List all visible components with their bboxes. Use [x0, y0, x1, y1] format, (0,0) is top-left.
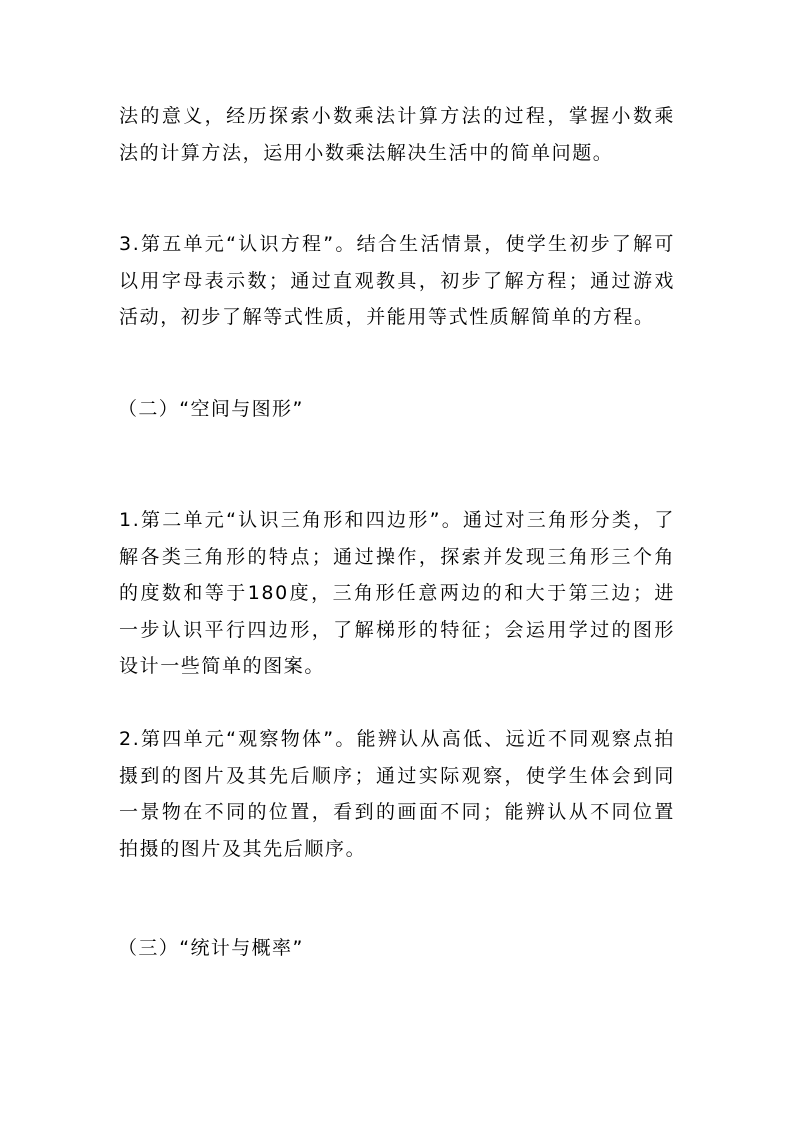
- section-heading-statistics-probability: （三）“统计与概率”: [118, 937, 304, 959]
- paragraph-unit2-triangles-quadrilaterals: 1.第二单元“认识三角形和四边形”。通过对三角形分类，了解各类三角形的特点；通过操作，探索并发现三角形三个角的度数和等于180度，三角形任意两边的和大于第三边；进一步认识平行四边形，了解梯形的特征；会运用学过的图形设计一些简单的图案。: [119, 509, 675, 677]
- paragraph-unit4-observing-objects: 2.第四单元“观察物体”。能辨认从高低、远近不同观察点拍摄到的图片及其先后顺序；通过实际观察，使学生体会到同一景物在不同的位置，看到的画面不同；能辨认从不同位置拍摄的图片及其先后顺序。: [119, 728, 675, 860]
- paragraph-unit5-equations: 3.第五单元“认识方程”。结合生活情景，使学生初步了解可以用字母表示数；通过直观教具，初步了解方程；通过游戏活动，初步了解等式性质，并能用等式性质解简单的方程。: [119, 233, 675, 328]
- section-heading-space-and-shapes: （二）“空间与图形”: [118, 398, 304, 420]
- paragraph-decimal-multiplication: 法的意义，经历探索小数乘法计算方法的过程，掌握小数乘法的计算方法，运用小数乘法解决生活中的简单问题。: [119, 105, 675, 164]
